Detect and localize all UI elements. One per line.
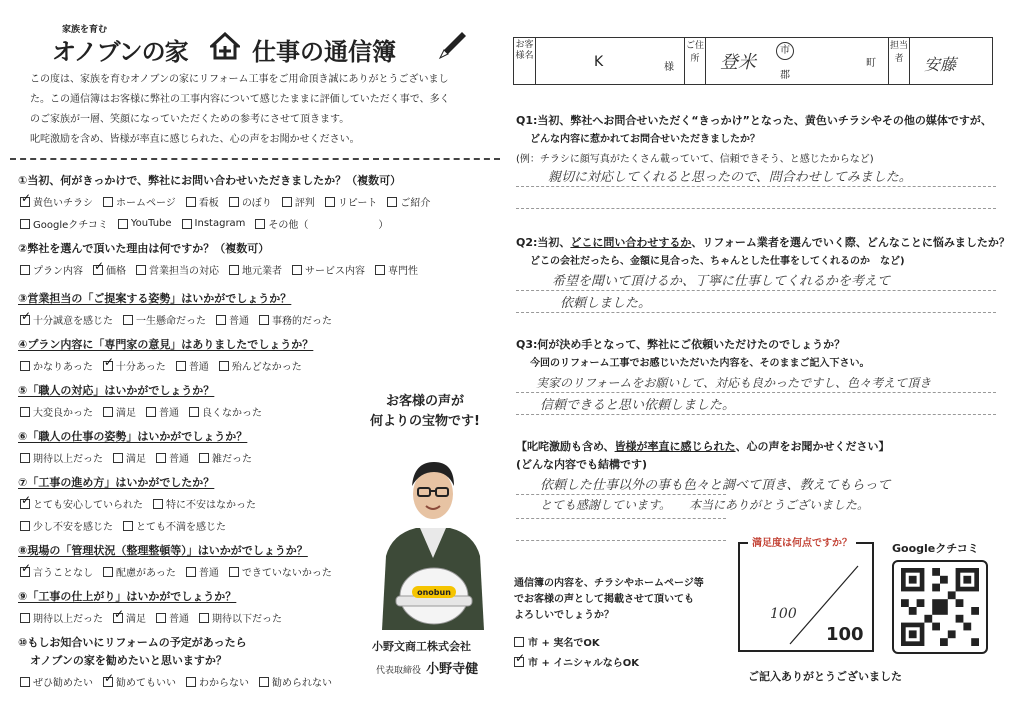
q1-question: Q1:当初、弊社へお問合せいただく“きっかけ”となった、黄色いチラシやその他の媒体ですが、 (516, 114, 992, 127)
option[interactable]: プラン内容 (20, 262, 83, 277)
q2-question-line2: どこの会社だったら、金額に見合った、ちゃんとした仕事をしてくれるのか など) (530, 256, 905, 267)
google-qr-code[interactable] (892, 560, 988, 654)
option[interactable]: ✓ 満足 (113, 610, 146, 625)
option[interactable]: ご紹介 (387, 194, 430, 209)
answer-line (516, 494, 726, 495)
q1-options-row1 (20, 194, 430, 209)
satisfaction-label: 満足度は何点ですか？ (748, 534, 856, 549)
publish-option-initial[interactable]: ✓ 市 + イニシャルならOK (514, 654, 639, 669)
q5-options (20, 404, 262, 419)
helmet-logo-text: onobun (417, 588, 451, 597)
question-9: ⑨「工事の仕上がり」はいかがでしょうか？ (18, 590, 237, 603)
company-name: 小野文商工株式会社 (372, 640, 471, 653)
q7-options-row2 (20, 518, 226, 533)
option[interactable]: 満足 (113, 450, 146, 465)
option[interactable]: 普通 (186, 564, 219, 579)
customer-info-table (513, 37, 993, 85)
voice-question-line2: (どんな内容でも結構です) (516, 458, 648, 471)
staff-name: 安藤 (924, 55, 957, 74)
q3-question: Q3:何が決め手となって、弊社にご依頼いただけたのでしょうか？ (516, 338, 846, 351)
option[interactable]: 営業担当の対応 (136, 262, 219, 277)
name-label: お客様名 (514, 38, 536, 84)
satisfaction-box (738, 538, 874, 652)
question-5: ⑤「職人の対応」はいかがでしょうか？ (18, 384, 215, 397)
option[interactable]: 少し不安を感じた (20, 518, 113, 533)
google-review-label: Googleクチコミ (892, 542, 979, 555)
option[interactable]: のぼり (229, 194, 272, 209)
option[interactable]: ぜひ勧めたい (20, 674, 93, 689)
staff-label: 担当者 (888, 38, 910, 84)
q1-example: (例：チラシに顔写真がたくさん載っていて、信頼できそう、と感じたからなど) (516, 154, 874, 165)
option[interactable]: ✓ 言うことなし (20, 564, 93, 579)
header-tagline: 家族を育む (62, 25, 108, 35)
q2-answer-line1: 希望を聞いて頂けるか、丁寧に仕事してくれるかを考えて (552, 274, 891, 289)
answer-line (516, 540, 726, 541)
option[interactable]: とても不満を感じた (123, 518, 226, 533)
option[interactable]: 配慮があった (103, 564, 176, 579)
handwritten-score: 100 (770, 606, 797, 622)
voice-answer-line1: 依頼した仕事以外の事も色々と調べて頂き、教えてもらって (540, 478, 891, 493)
voice-answer-line2: とても感謝しています。 本当にありがとうございました。 (540, 498, 870, 512)
q3-answer-line2: 信頼できると思い依頼しました。 (540, 398, 736, 413)
option[interactable]: その他（ ） (255, 216, 388, 231)
question-10-line2: オノブンの家を勧めたいと思いますか？ (30, 654, 227, 667)
option[interactable]: わからない (186, 674, 249, 689)
question-3: ③営業担当の「ご提案する姿勢」はいかがでしょうか？ (18, 292, 292, 305)
gun-label: 郡 (780, 70, 790, 81)
q3-options (20, 312, 332, 327)
header-divider (10, 158, 500, 160)
option[interactable]: ホームページ (103, 194, 176, 209)
question-2: ②弊社を選んで頂いた理由は何ですか？（複数可） (18, 242, 270, 255)
option[interactable]: 専門性 (375, 262, 418, 277)
customer-name: K (594, 54, 604, 70)
q1-question-line2: どんな内容に惹かれてお問合せいただきましたか？ (530, 134, 760, 145)
option[interactable]: 勧められない (259, 674, 332, 689)
question-1: ①当初、何がきっかけで、弊社にお問い合わせいただきましたか？（複数可） (18, 174, 402, 187)
option[interactable]: 普通 (216, 312, 249, 327)
speech-bubble: お客様の声が 何よりの宝物です! (370, 394, 480, 429)
option[interactable]: 特に不安はなかった (153, 496, 256, 511)
q6-options (20, 450, 252, 465)
option[interactable]: Googleクチコミ (20, 216, 108, 231)
max-score: 100 (826, 624, 864, 645)
question-6: ⑥「職人の仕事の姿勢」はいかがでしょうか？ (18, 430, 248, 443)
option[interactable]: ✓ 価格 (93, 262, 126, 277)
option[interactable]: ✓ 勧めてもいい (103, 674, 176, 689)
q9-options (20, 610, 282, 625)
q7-options-row1 (20, 496, 256, 511)
option[interactable]: 看板 (186, 194, 219, 209)
publish-option-realname[interactable]: 市 + 実名でOK (514, 634, 600, 649)
q4-options (20, 358, 302, 373)
address-label: ご住所 (684, 38, 706, 84)
q2-question: Q2:当初、どこに問い合わせするか、リフォーム業者を選んでいく際、どんなことに悩みましたか？ (516, 236, 1010, 249)
option[interactable]: 一生懸命だった (123, 312, 206, 327)
representative-photo (372, 446, 494, 630)
option[interactable]: 普通 (156, 610, 189, 625)
q3-question-line2: 今回のリフォーム工事でお感じいただいた内容を、そのままご記入下さい。 (530, 358, 870, 369)
pen-icon (436, 28, 470, 62)
option[interactable]: 期待以下だった (199, 610, 282, 625)
city-circled: 市 (776, 42, 794, 60)
option[interactable]: 普通 (156, 450, 189, 465)
town-label: 町 (866, 58, 876, 69)
publish-consent: 通信簿の内容を、チラシやホームページ等 でお客様の声として掲載させて頂いても よろしいでしょうか？ (514, 578, 704, 621)
qr-icon (900, 568, 980, 646)
option[interactable]: ✓ 十分誠意を感じた (20, 312, 113, 327)
q8-options (20, 564, 332, 579)
page-title: 仕事の通信簿 (252, 38, 396, 66)
answer-line (516, 208, 996, 209)
footer-thanks: ご記入ありがとうございました (748, 670, 902, 683)
answer-line (516, 186, 996, 187)
question-7: ⑦「工事の進め方」はいかがでしたか？ (18, 476, 215, 489)
intro-text: この度は、家族を育むオノブンの家にリフォーム工事をご用命頂き誠にありがとうございまし た。この通信簿はお客様に弊社の工事内容について感じたままに評価していただく事で、多く のご家族が一層、笑顔になっていただくための参考にさせて頂きます。 叱咤激励を含め、皆様が率直に感じられた、心の声をお聞かせください。 (30, 74, 450, 145)
option[interactable]: できていないかった (229, 564, 332, 579)
option[interactable]: 普通 (176, 358, 209, 373)
house-icon (210, 32, 240, 60)
honorific: 様 (664, 62, 674, 73)
address-city: 登米 (720, 52, 756, 73)
answer-line (516, 518, 726, 519)
option[interactable]: 期待以上だった (20, 450, 103, 465)
question-8: ⑧現場の「管理状況（整理整頓等）」はいかがでしょうか？ (18, 544, 308, 557)
option[interactable]: 大変良かった (20, 404, 93, 419)
question-4: ④プラン内容に「専門家の意見」はありましたでしょうか？ (18, 338, 314, 351)
option[interactable]: 殆んどなかった (219, 358, 302, 373)
q1-answer: 親切に対応してくれると思ったので、問合わせしてみました。 (548, 170, 912, 185)
brand-logo: オノブンの家 (52, 38, 188, 66)
representative: 代表取締役 小野寺健 (376, 662, 479, 677)
option[interactable]: YouTube (118, 216, 172, 231)
q1-options-row2 (20, 216, 388, 231)
q10-options (20, 674, 332, 689)
answer-line (516, 392, 996, 393)
option[interactable]: Instagram (182, 216, 246, 231)
option[interactable]: ✓ 十分あった (103, 358, 166, 373)
option[interactable]: ✓ 黄色いチラシ (20, 194, 93, 209)
option[interactable]: 雑だった (199, 450, 252, 465)
option[interactable]: 期待以上だった (20, 610, 103, 625)
option[interactable]: かなりあった (20, 358, 93, 373)
option[interactable]: サービス内容 (292, 262, 365, 277)
voice-question: 【叱咤激励も含め、皆様が率直に感じられた、心の声をお聞かせください】 (516, 440, 890, 453)
option[interactable]: 普通 (146, 404, 179, 419)
answer-line (516, 312, 996, 313)
option[interactable]: 満足 (103, 404, 136, 419)
question-10: ⑩もしお知合いにリフォームの予定があったら (18, 636, 247, 649)
answer-line (516, 414, 996, 415)
option[interactable]: 事務的だった (259, 312, 332, 327)
q2-options (20, 262, 418, 277)
answer-line (516, 290, 996, 291)
option[interactable]: 評判 (282, 194, 315, 209)
option[interactable]: 地元業者 (229, 262, 282, 277)
option[interactable]: リピート (325, 194, 378, 209)
option[interactable]: 良くなかった (189, 404, 262, 419)
option[interactable]: ✓ とても安心していられた (20, 496, 143, 511)
q2-answer-line2: 依頼しました。 (560, 296, 652, 311)
q3-answer-line1: 実家のリフォームをお願いして、対応も良かったですし、色々考えて頂き (536, 376, 932, 390)
